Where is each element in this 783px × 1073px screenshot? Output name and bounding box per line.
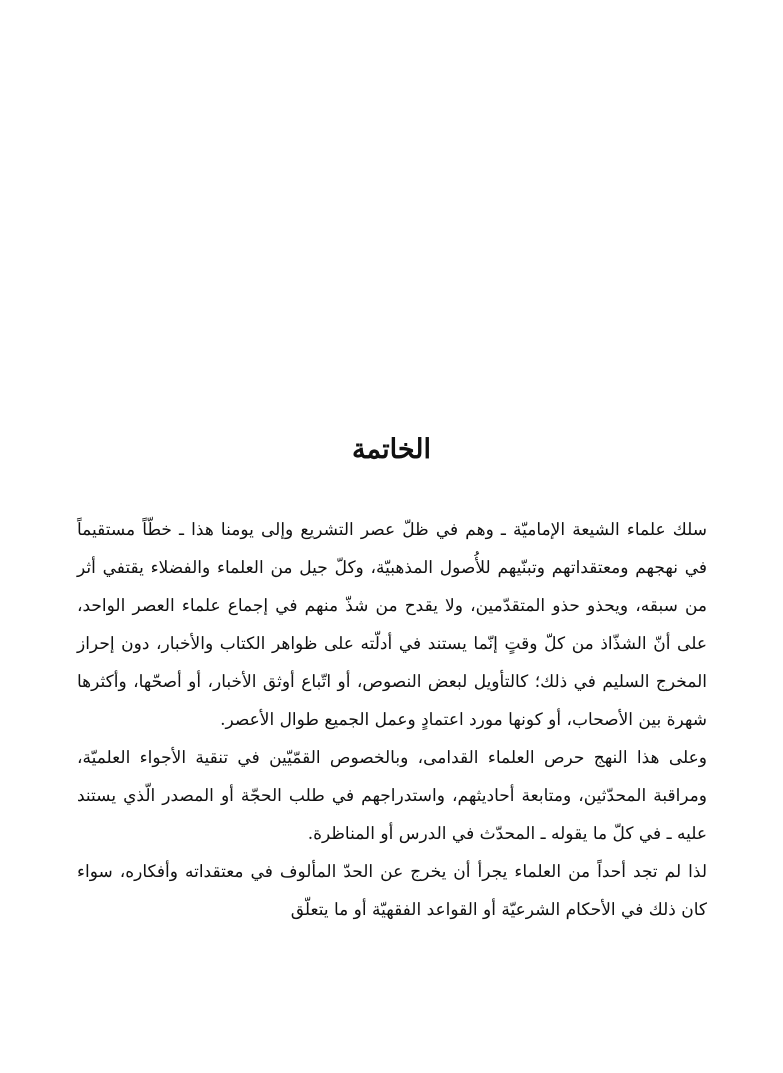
- page-title: الخاتمة: [352, 434, 431, 465]
- paragraph-3: لذا لم تجد أحداً من العلماء يجرأ أن يخرج عن الحدّ المألوف في معتقداته وأفكاره، سواء كان ذلك في الأحكام الشرعيّة أو القواعد الفقهيّة أو ما يتعلّق: [77, 862, 707, 920]
- body-text: [77, 511, 707, 929]
- paragraph-1: سلك علماء الشيعة الإماميّة ـ وهم في ظلّ عصر التشريع وإلى يومنا هذا ـ خطّاً مستقيماً في نهجهم ومعتقداتهم وتبنّيهم للأُصول المذهبيّة، وكلّ جيل من العلماء والفضلاء يقتفي أثر من سبقه، ويحذو حذو المتقدّمين، ولا يقدح من شذّ منهم في إجماع علماء العصر الواحد، على أنّ الشذّاذ من كلّ وقتٍ إنّما يستند في أدلّته على ظواهر الكتاب والأخبار، دون إحراز المخرج السليم في ذلك؛ كالتأويل لبعض النصوص، أو اتّباع أوثق الأخبار، أو أصحّها، وأكثرها شهرة بين الأصحاب، أو كونها مورد اعتمادٍ وعمل الجميع طوال الأعصر.: [77, 520, 707, 730]
- paragraph-2: وعلى هذا النهج حرص العلماء القدامى، وبالخصوص القمّيّين في تنقية الأجواء العلميّة، ومراقبة المحدّثين، ومتابعة أحاديثهم، واستدراجهم في طلب الحجّة أو المصدر الّذي يستند عليه ـ في كلّ ما يقوله ـ المحدّث في الدرس أو المناظرة.: [77, 748, 707, 844]
